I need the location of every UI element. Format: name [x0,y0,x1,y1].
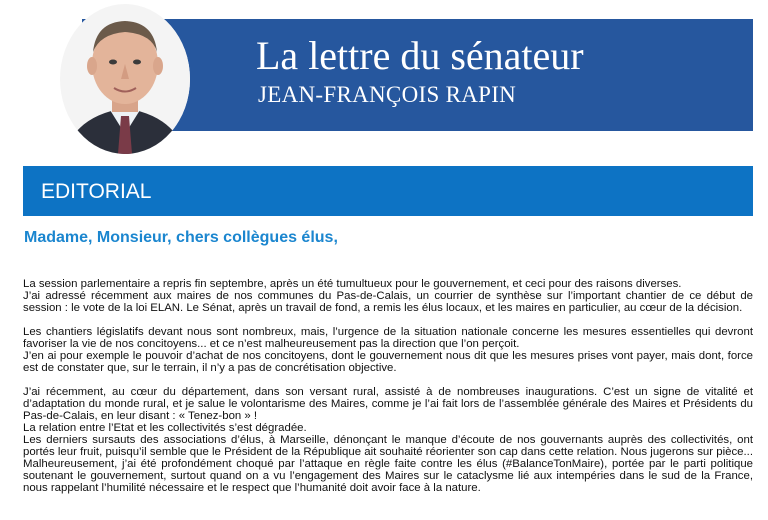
paragraph: J’ai adressé récemment aux maires de nos communes du Pas-de-Calais, un courrier de synthèse sur l’important chantier de ce début de session : le vote de la loi ELAN. Le Sénat, après un travail de fond, a remis les élus locaux, et les maires en particulier, au cœur de la décision. [23,290,753,314]
senator-photo-avatar [60,4,190,154]
senator-name: JEAN-FRANÇOIS RAPIN [258,82,517,107]
paragraph: J’ai récemment, au cœur du département, dans son versant rural, assisté à de nombreuses inaugurations. C’est un signe de vitalité et d’adaptation du monde rural, et je salue le volontarisme des Maires, comme je l’ai fait lors de l’assemblée générale des Maires et Présidents du Pas-de-Calais, en leur disant : « Tenez-bon » ! [23,386,753,422]
paragraph: J’en ai pour exemple le pouvoir d’achat de nos concitoyens, dont le gouvernement nous dit que les mesures prises vont payer, mais dont, force est de constater que, sur le terrain, il n’y a pas de concrétisation objective. [23,350,753,374]
section-heading: EDITORIAL [41,180,152,203]
editorial-body [23,278,753,494]
paragraph: Les derniers sursauts des associations d’élus, à Marseille, dénonçant le manque d’écoute de nos gouvernants auprès des collectivités, ont portés leur fruit, puisqu’il semble que le Président de la République ait souhaité réorienter son cap dans cette relation. Nous jugerons sur pièce... Malheureusement, j’ai été profondément choqué par l’attaque en règle faite contre les élus (#BalanceTonMaire), portée par le parti politique soutenant le gouvernement, surtout quand on a vu l’engagement des Maires sur le cataclysme lié aux intempéries dans le sud de la France, nous rappelant l’humilité nécessaire et le respect que l’humanité doit avoir face à la nature. [23,434,753,494]
portrait-icon [60,4,190,154]
newsletter-title: La lettre du sénateur [256,33,584,78]
paragraph: La session parlementaire a repris fin septembre, après un été tumultueux pour le gouvernement, et ceci pour des raisons diverses. [23,278,682,290]
greeting-line: Madame, Monsieur, chers collègues élus, [24,229,338,246]
paragraph: La relation entre l’Etat et les collectivités s’est dégradée. [23,422,307,434]
paragraph: Les chantiers législatifs devant nous sont nombreux, mais, l’urgence de la situation nationale concerne les mesures essentielles qui devront favoriser la vie de nos concitoyens... et ce n’est malheureusement pas la direction que l’on perçoit. [23,326,753,350]
